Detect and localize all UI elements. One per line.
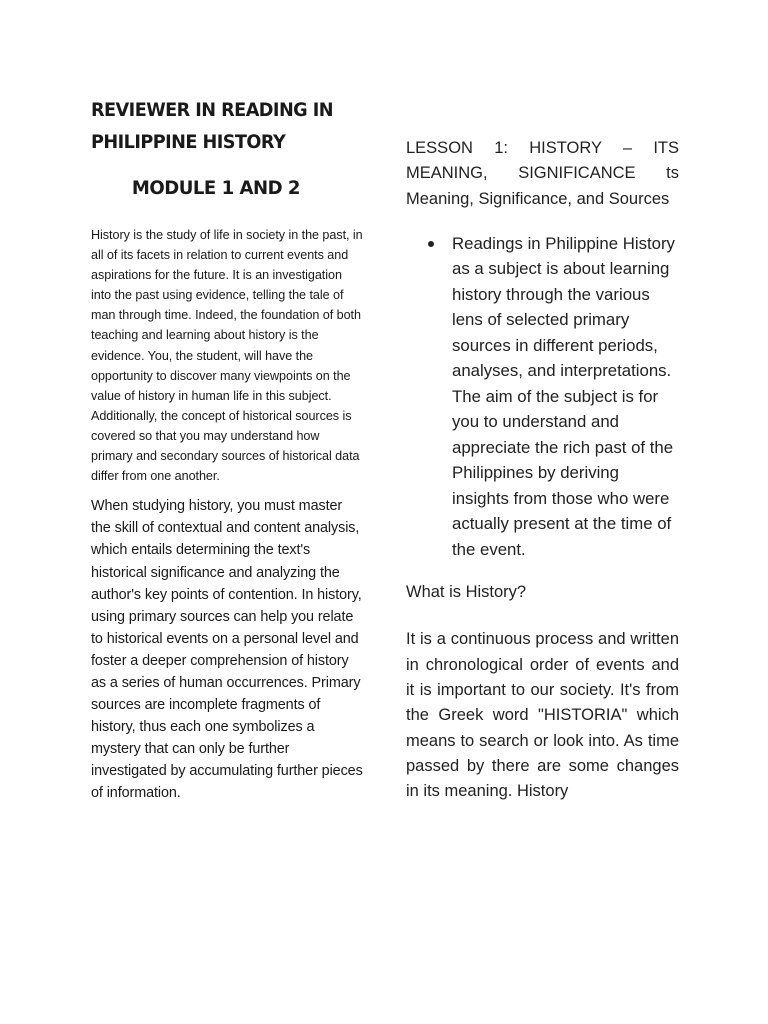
bullet-text: Readings in Philippine History as a subject is about learning history through the various lens of selected primary sources in different periods, analyses, and interpretations. The aim of the subject is for you to understand and appreciate the rich past of the Philippines by deriving insights from those who were actually present at the time of the event. bbox=[452, 233, 675, 559]
list-item bbox=[452, 231, 679, 563]
answer-paragraph: It is a continuous process and written in chronological order of events and it is important to our society. It's from the Greek word "HISTORIA" which means to search or look into. As time passed by there are some changes in its meaning. History bbox=[406, 630, 679, 801]
bullet-icon bbox=[428, 241, 434, 247]
intro-paragraph: History is the study of life in society in the past, in all of its facets in relation to current events and aspirations for the future. It is an investigation into the past using evidence, telling the tale of man through time. Indeed, the foundation of both teaching and learning about history is the evidence. You, the student, will have the opportunity to discover many viewpoints on the value of history in human life in this subject. Additionally, the concept of historical sources is covered so that you may understand how primary and secondary sources of historical data differ from one another. bbox=[91, 228, 363, 484]
left-column bbox=[91, 94, 363, 805]
bullet-list bbox=[406, 231, 679, 563]
page-title: REVIEWER IN READING IN PHILIPPINE HISTORY bbox=[91, 99, 333, 153]
section-question: What is History? bbox=[406, 583, 527, 602]
module-subtitle: MODULE 1 AND 2 bbox=[131, 177, 301, 199]
second-paragraph: When studying history, you must master the skill of contextual and content analysis, which entails determining the text's historical significance and analyzing the author's key points of contention. In history, using primary sources can help you relate to historical events on a personal level and foster a deeper comprehension of history as a series of human occurrences. Primary sources are incomplete fragments of history, thus each one symbolizes a mystery that can only be further investigated by accumulating further pieces of information. bbox=[91, 498, 363, 802]
lesson-heading: LESSON 1: HISTORY – ITS MEANING, SIGNIFICANCE ts Meaning, Significance, and Sources bbox=[406, 139, 679, 208]
right-column bbox=[406, 136, 679, 804]
